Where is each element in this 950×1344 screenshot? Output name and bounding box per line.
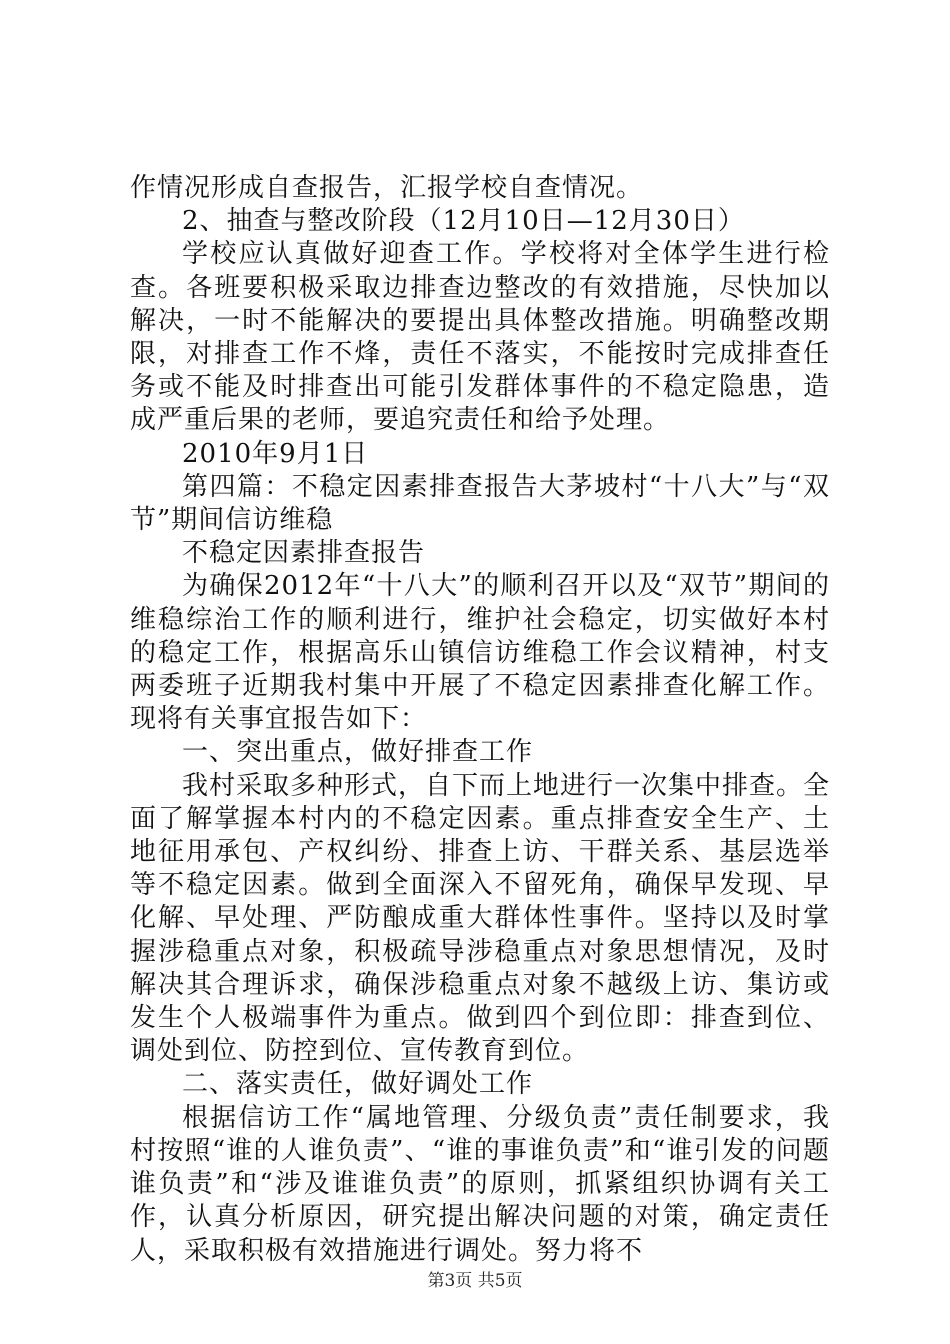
paragraph-2: 2、抽查与整改阶段（12月10日—12月30日） — [182, 206, 745, 237]
heading-1: 一、突出重点，做好排查工作 — [182, 737, 534, 768]
section-title-chapter-4: 第四篇：不稳定因素排查报告大茅坡村“十八大”与“双节”期间信访维稳 — [130, 471, 830, 536]
paragraph-investigation: 我村采取多种形式，自下而上地进行一次集中排查。全面了解掌握本村内的不稳定因素。重点排查安全生产、土地征用承包、产权纠纷、排查上访、干群关系、基层选举等不稳定因素。做到全面深入不留死角，确保早发现、早化解、早处理、严防酿成重大群体性事件。坚持以及时掌握涉稳重点对象，积极疏导涉稳重点对象思想情况，及时解决其合理诉求，确保涉稳重点对象不越级上访、集访或发生个人极端事件为重点。做到四个到位即：排查到位、调处到位、防控到位、宣传教育到位。 — [130, 770, 831, 1067]
report-title: 不稳定因素排查报告 — [182, 538, 426, 569]
page-number: 第3页 共5页 — [427, 1271, 523, 1291]
date-line: 2010年9月1日 — [182, 438, 369, 469]
paragraph-responsibility: 根据信访工作“属地管理、分级负责”责任制要求，我村按照“谁的人谁负责”、“谁的事谁负责”和“谁引发的问题谁负责”和“涉及谁谁负责”的原则，抓紧组织协调有关工作，认真分析原因，研究提出解决问题的对策，确定责任人，采取积极有效措施进行调处。努力将不 — [130, 1102, 830, 1266]
heading-2: 二、落实责任，做好调处工作 — [182, 1069, 534, 1100]
paragraph-intro: 为确保2012年“十八大”的顺利召开以及“双节”期间的维稳综治工作的顺利进行，维护社会稳定，切实做好本村的稳定工作，根据高乐山镇信访维稳工作会议精神，村支两委班子近期我村集中开展了不稳定因素排查化解工作。现将有关事宜报告如下： — [130, 571, 830, 735]
paragraph-1: 作情况形成自查报告，汇报学校自查情况。 — [130, 173, 644, 203]
page-footer — [0, 1270, 950, 1292]
document-body — [130, 172, 830, 1268]
paragraph-3: 学校应认真做好迎查工作。学校将对全体学生进行检查。各班要积极采取边排查边整改的有效措施，尽快加以解决，一时不能解决的要提出具体整改措施。明确整改期限，对排查工作不烽，责任不落实，不能按时完成排查任务或不能及时排查出可能引发群体事件的不稳定隐患，造成严重后果的老师，要追究责任和给予处理。 — [130, 239, 830, 436]
